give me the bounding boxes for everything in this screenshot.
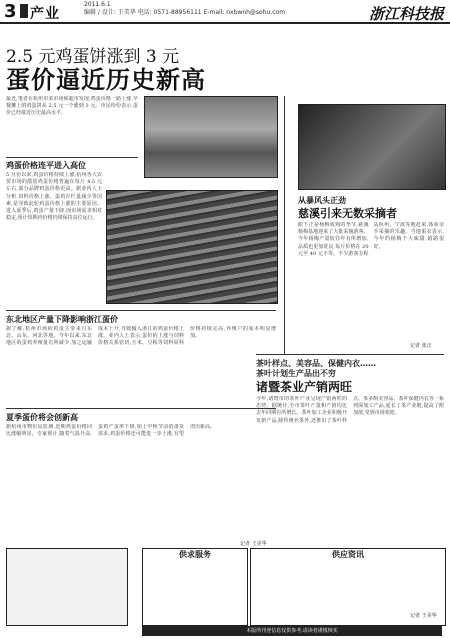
lead-body-2: 据了解,杭州市场的鸡蛋主要来自东北、山东、河北等地。今年以来,东北地区的蛋鸡养殖量有所减少,加之运输成本上升,导致输入浙江的鸡蛋价格上涨。业内人士表示,蛋价的上涨与饲料价格关系密切,玉米、豆粕等饲料原料价格持续走高,养殖户的成本明显增加。 bbox=[6, 326, 276, 347]
hen-cage-photo bbox=[106, 190, 278, 304]
lower-body: 今年,诸暨市的茶叶产业呈现产销两旺的态势。据统计,全市茶叶产量和产值均比去年同期有所增长。茶叶加工企业积极开发新产品,除传统名茶外,还推出了茶叶样点、茶多酚美容品、茶叶保健内衣等一系列深加工产品,延长了茶产业链,提高了附加值,受到市场欢迎。 bbox=[256, 396, 444, 424]
lower-subtitle: 茶叶计划生产品出不穷 bbox=[256, 369, 336, 378]
lower-title: 诸暨茶业产销两旺 bbox=[256, 380, 353, 394]
right-body: 眼下正是杨梅成熟的季节,慈溪杨梅基地迎来了大批采摘游客。今年杨梅产量较往年有所增加,品质也更加优良,每斤价格在 20 元至 40 元不等。不少游客专程从杭州、宁波等地赶来,体验亲手采摘的乐趣。当地果农表示,今年的杨梅个大味甜,销路很好。 bbox=[298, 222, 444, 257]
footer-notice: 本版所刊登信息仅供参考,请读者谨慎核实 bbox=[142, 626, 442, 636]
lead-body-3: 据杭州市物价局监测,近期鸡蛋价格同比涨幅明显。专家预计,随着气温升高,蛋鸡产蛋率下降,加上中秋节前的备货需求,鸡蛋价格还可能进一步上涨,有望创出新高。 bbox=[6, 424, 216, 438]
egg-vendor-photo bbox=[144, 96, 278, 178]
lead-intro: 最近,笔者在杭州市菜市场和超市发现,鸡蛋价格一路上涨,早餐摊上的鸡蛋饼从 2.5 元一个涨到 3 元。市民纷纷表示,蛋价已经接近历史最高水平。 bbox=[6, 96, 138, 117]
supply-info-title: 供应资讯 bbox=[332, 550, 364, 559]
column-divider bbox=[284, 96, 285, 354]
lead-kicker: 2.5 元鸡蛋饼涨到 3 元 bbox=[6, 47, 180, 67]
lead-author: 记者 王美华 bbox=[240, 541, 267, 547]
divider bbox=[6, 157, 138, 158]
subhead-1: 鸡蛋价格连平进入高位 bbox=[6, 161, 86, 170]
supply-info-box bbox=[250, 548, 446, 626]
supply-demand-box bbox=[142, 548, 248, 626]
header-meta bbox=[84, 1, 285, 17]
lower-kicker: 茶叶样点、美容品、保健内衣…… bbox=[256, 359, 376, 368]
subhead-2: 东北地区产量下降影响浙江蛋价 bbox=[6, 315, 118, 324]
divider bbox=[6, 310, 276, 311]
divider bbox=[256, 354, 444, 355]
lead-body-1: 5 月份以来,鸡蛋价格持续上涨,杭州各大农贸市场的散装鸡蛋价格普遍在每斤 4.5 元左右,部分品牌鸡蛋价格更高。据业内人士分析,饲料价格上涨、蛋鸡存栏量减少等因素,是导致此轮鸡蛋价格上涨的主要原因。进入夏季后,鸡蛋产量下降,而市场需求相对稳定,预计短期内价格仍将保持高位运行。 bbox=[6, 172, 102, 222]
subhead-3: 夏季蛋价将会创新高 bbox=[6, 413, 78, 422]
issue-date: 2011.6.1 bbox=[84, 1, 111, 8]
ad-box-left bbox=[6, 548, 128, 626]
email: E-mail: nxbwnh@sohu.com bbox=[203, 9, 286, 16]
lower-author: 记者 王美华 bbox=[410, 613, 437, 619]
phone: 电话: 0571-88956111 bbox=[137, 9, 202, 16]
lead-headline: 蛋价逼近历史新高 bbox=[6, 65, 206, 94]
section-marker bbox=[20, 4, 28, 18]
editor: 编辑 / 设计: 王美华 bbox=[84, 9, 136, 16]
right-kicker: 从暴风头正劲 bbox=[298, 196, 346, 205]
divider bbox=[6, 408, 276, 409]
orchard-photo bbox=[298, 104, 446, 190]
right-author: 记者 张正 bbox=[410, 343, 432, 349]
section-title: 产业 bbox=[30, 6, 60, 22]
masthead-logo: 浙江科技报 bbox=[368, 5, 444, 23]
page-number: 3 bbox=[4, 1, 17, 22]
right-title: 慈溪引来无数采摘者 bbox=[298, 207, 397, 220]
supply-demand-title: 供求服务 bbox=[179, 550, 211, 559]
